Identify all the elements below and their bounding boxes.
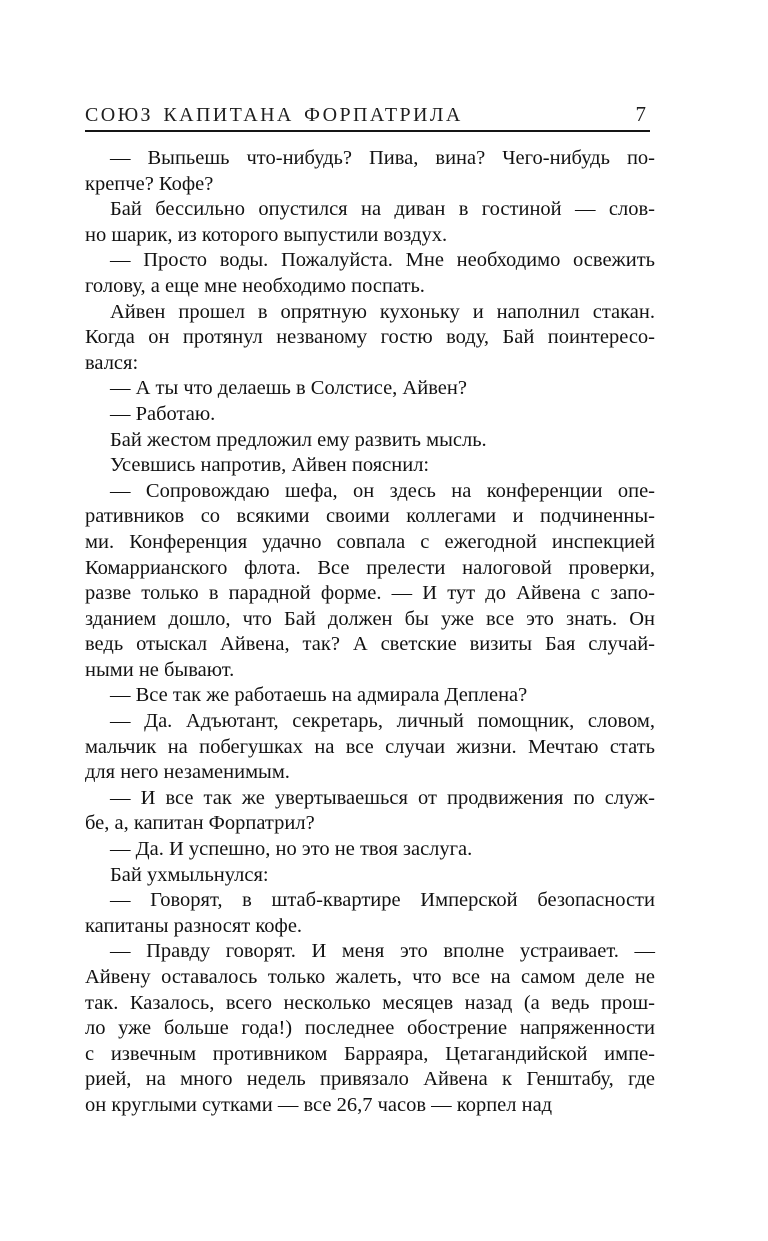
text-line: капитаны разносят кофе. (85, 914, 303, 937)
text-line: Бай жестом предложил ему развить мысль. (110, 428, 487, 451)
text-line: разве только в парадной форме. — И тут до Айвена с запо- (85, 582, 655, 605)
text-line: Когда он протянул незваному гостю воду, Бай поинтересо- (85, 326, 655, 349)
text-line: с извечным противником Барраяра, Цетагандийской импе- (85, 1042, 655, 1065)
paragraph (85, 888, 655, 939)
paragraph (85, 402, 655, 428)
text-line: — Просто воды. Пожалуйста. Мне необходимо освежить (110, 249, 655, 272)
paragraph (85, 939, 655, 1118)
text-line: ведь отыскал Айвена, так? А светские визиты Бая случай- (85, 633, 655, 656)
text-line: голову, а еще мне необходимо поспать. (85, 274, 425, 297)
text-line: но шарик, из которого выпустили воздух. (85, 223, 448, 246)
paragraph (85, 837, 655, 863)
text-line: — Выпьешь что-нибудь? Пива, вина? Чего-нибудь по- (110, 147, 655, 169)
text-line: ративников со всякими своими коллегами и подчиненны- (85, 505, 655, 528)
paragraph (85, 479, 655, 684)
text-line: — А ты что делаешь в Солстисе, Айвен? (110, 377, 467, 400)
running-header (85, 102, 655, 127)
paragraph (85, 786, 655, 837)
text-line: — Да. И успешно, но это не твоя заслуга. (110, 838, 473, 861)
text-line: Усевшись напротив, Айвен пояснил: (110, 454, 430, 477)
text-line: зданием дошло, что Бай должен бы уже все это знать. Он (85, 607, 655, 630)
text-line: ными не бывают. (85, 658, 235, 681)
text-line: — Да. Адъютант, секретарь, личный помощник, словом, (110, 710, 655, 733)
paragraph (85, 428, 655, 454)
text-line: — Сопровождаю шефа, он здесь на конференции опе- (110, 479, 655, 502)
text-line: рией, на много недель привязало Айвена к Генштабу, где (85, 1068, 655, 1091)
text-line: — Правду говорят. И меня это вполне устраивает. — (110, 940, 655, 963)
text-line: крепче? Кофе? (85, 172, 214, 195)
text-line: бе, а, капитан Форпатрил? (85, 812, 315, 835)
text-line: — Работаю. (110, 402, 216, 425)
paragraph (85, 709, 655, 786)
running-title: СОЮЗ КАПИТАНА ФОРПАТРИЛА (85, 104, 463, 126)
paragraph (85, 197, 655, 248)
text-line: ми. Конференция удачно совпала с ежегодной инспекцией (85, 530, 655, 553)
paragraph (85, 453, 655, 479)
paragraph (85, 300, 655, 377)
header-rule (85, 130, 650, 132)
text-line: Комаррианского флота. Все прелести налоговой проверки, (85, 556, 655, 579)
text-line: — И все так же увертываешься от продвижения по служ- (110, 786, 655, 809)
paragraph (85, 683, 655, 709)
text-line: для него незаменимым. (85, 761, 290, 784)
paragraph (85, 863, 655, 889)
text-line: — Говорят, в штаб-квартире Имперской безопасности (110, 889, 655, 912)
page-text (85, 146, 655, 1119)
paragraph (85, 248, 655, 299)
paragraph (85, 146, 655, 197)
text-line: мальчик на побегушках на все случаи жизни. Мечтаю стать (85, 735, 655, 758)
text-line: Айвену оставалось только жалеть, что все на самом деле не (85, 966, 655, 988)
text-line: — Все так же работаешь на адмирала Деплена? (110, 684, 528, 707)
text-line: так. Казалось, всего несколько месяцев назад (а ведь прош- (85, 991, 655, 1014)
page-number: 7 (635, 102, 646, 126)
text-line: Бай бессильно опустился на диван в гостиной — слов- (110, 198, 655, 221)
text-line: Бай ухмыльнулся: (110, 863, 269, 886)
text-line: Айвен прошел в опрятную кухоньку и наполнил стакан. (110, 300, 655, 323)
paragraph (85, 376, 655, 402)
text-line: он круглыми сутками — все 26,7 часов — корпел над (85, 1093, 553, 1116)
text-line: вался: (85, 351, 139, 374)
text-line: ло уже больше года!) последнее обострение напряженности (85, 1017, 655, 1040)
